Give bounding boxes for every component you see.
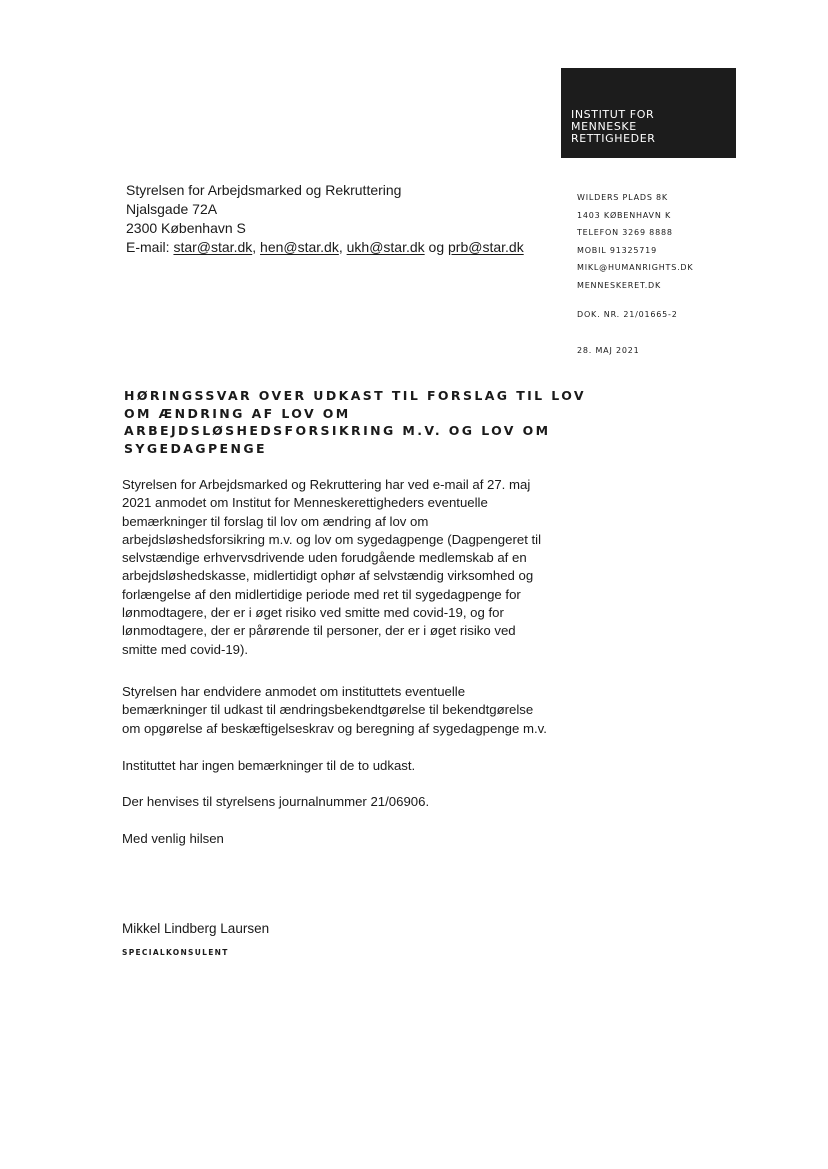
signer-name: Mikkel Lindberg Laursen: [122, 921, 270, 936]
paragraph-line: lønmodtagere, der er i øget risiko ved smitte med covid-19, og for: [122, 605, 504, 621]
paragraph-line: om opgørelse af beskæftigelseskrav og beregning af sygedagpenge m.v.: [122, 720, 547, 736]
contact-city: 1403 KØBENHAVN K: [577, 210, 671, 220]
paragraph-line: selvstændige erhvervsdrivende uden forudgående medlemskab af en: [122, 550, 527, 566]
paragraph-line: lønmodtagere, der er pårørende til personer, der er i øget risiko ved: [122, 623, 516, 639]
letter-title: [124, 387, 586, 458]
recipient-address: [126, 181, 524, 257]
email-separator: ,: [252, 239, 257, 255]
title-line: SYGEDAGPENGE: [124, 441, 267, 457]
email-label: E-mail:: [126, 239, 170, 255]
paragraph-line: bemærkninger til udkast til ændringsbekendtgørelse til bekendtgørelse: [122, 702, 534, 718]
contact-mobile: MOBIL 91325719: [577, 245, 657, 255]
email-link-prb[interactable]: prb@star.dk: [448, 239, 524, 255]
body-paragraph-4: Der henvises til styrelsens journalnummer 21/06906.: [122, 794, 430, 809]
contact-email: MIKL@HUMANRIGHTS.DK: [577, 263, 694, 272]
email-conjunction: og: [428, 239, 445, 255]
paragraph-line: forlængelse af den midlertidige periode med ret til sygedagpenge for: [122, 586, 521, 602]
contact-address: WILDERS PLADS 8K: [577, 193, 668, 202]
recipient-city: 2300 København S: [126, 220, 246, 236]
contact-website: MENNESKERET.DK: [577, 280, 662, 290]
paragraph-line: arbejdsløshedsforsikring m.v. og lov om sygedagpenge (Dagpengeret til: [122, 531, 542, 547]
recipient-email-line: [126, 238, 524, 257]
signer-title: SPECIALKONSULENT: [122, 948, 229, 957]
logo-line: RETTIGHEDER: [571, 132, 656, 145]
title-line: ARBEJDSLØSHEDSFORSIKRING M.V. OG LOV OM: [124, 423, 551, 439]
sender-contact-block: [577, 189, 693, 294]
email-link-star[interactable]: star@star.dk: [173, 239, 253, 255]
paragraph-line: arbejdsløshedskasse, midlertidigt ophør af selvstændig virksomhed og: [122, 568, 534, 584]
title-line: OM ÆNDRING AF LOV OM: [124, 405, 351, 421]
recipient-street: Njalsgade 72A: [126, 201, 218, 217]
closing-salutation: Med venlig hilsen: [122, 831, 224, 846]
paragraph-line: bemærkninger til forslag til lov om ændring af lov om: [122, 513, 429, 529]
title-line: HØRINGSSVAR OVER UDKAST TIL FORSLAG TIL LOV: [124, 388, 586, 403]
logo-line: MENNESKE: [571, 120, 637, 133]
body-paragraph-1: [122, 476, 567, 659]
paragraph-line: Styrelsen for Arbejdsmarked og Rekruttering har ved e-mail af 27. maj: [122, 477, 531, 492]
body-paragraph-2: [122, 683, 567, 738]
document-number: DOK. NR. 21/01665-2: [577, 310, 678, 319]
institute-logo: [561, 68, 736, 158]
paragraph-line: smitte med covid-19).: [122, 641, 249, 657]
logo-line: INSTITUT FOR: [571, 108, 655, 121]
email-link-hen[interactable]: hen@star.dk: [260, 239, 339, 255]
recipient-name: Styrelsen for Arbejdsmarked og Rekruttering: [126, 182, 402, 198]
contact-phone: TELEFON 3269 8888: [577, 228, 673, 237]
paragraph-line: Styrelsen har endvidere anmodet om instituttets eventuelle: [122, 684, 466, 699]
letter-date: 28. MAJ 2021: [577, 346, 640, 355]
email-separator: ,: [338, 239, 343, 255]
paragraph-line: 2021 anmodet om Institut for Menneskerettigheders eventuelle: [122, 495, 488, 511]
email-link-ukh[interactable]: ukh@star.dk: [346, 239, 425, 255]
body-paragraph-3: Instituttet har ingen bemærkninger til de to udkast.: [122, 758, 416, 773]
